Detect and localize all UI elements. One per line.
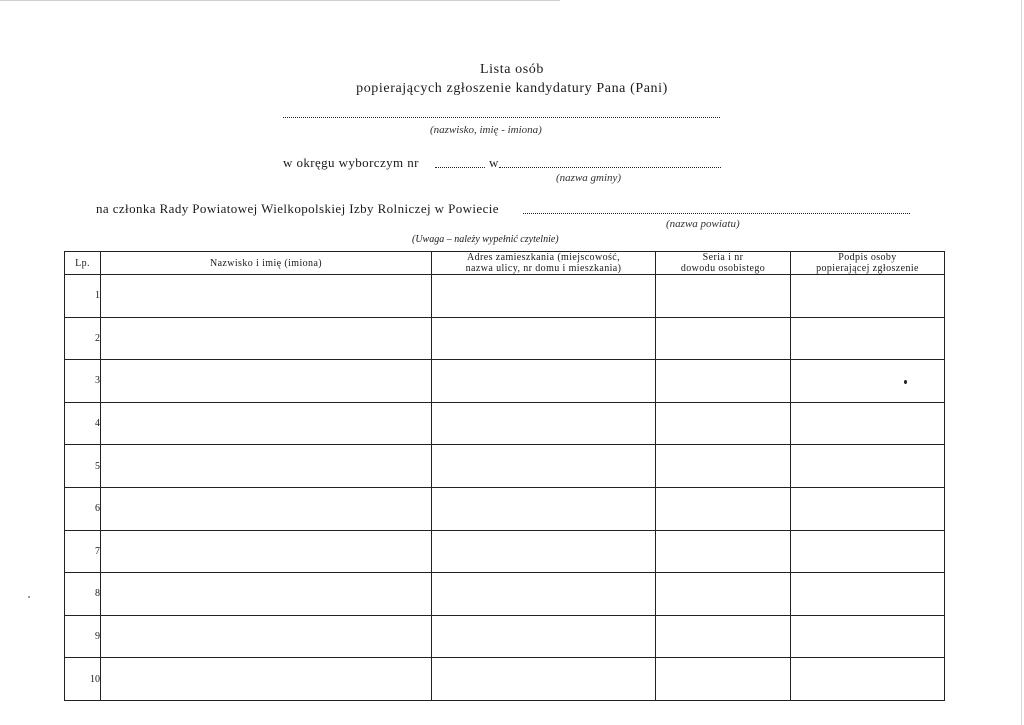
fill-legibly-note: (Uwaga – należy wypełnić czytelnie)	[412, 234, 559, 245]
row-number: 3	[65, 360, 101, 403]
supporters-table	[64, 251, 945, 701]
name-cell[interactable]	[101, 487, 432, 530]
candidate-name-hint: (nazwisko, imię - imiona)	[430, 124, 542, 136]
county-name-field[interactable]	[523, 213, 910, 214]
table-row	[65, 615, 945, 658]
address-cell[interactable]	[432, 275, 656, 318]
name-cell[interactable]	[101, 573, 432, 616]
signature-cell[interactable]	[791, 275, 945, 318]
district-in-label: w	[489, 155, 499, 170]
id-cell[interactable]	[656, 573, 791, 616]
signature-cell[interactable]	[791, 487, 945, 530]
table-row	[65, 275, 945, 318]
column-header-lp: Lp.	[65, 252, 101, 275]
name-cell[interactable]	[101, 530, 432, 573]
signature-cell[interactable]	[791, 360, 945, 403]
column-header-signature-line: popierającej zgłoszenie	[816, 263, 919, 274]
column-header-id-line: dowodu osobistego	[680, 263, 766, 274]
column-header-id	[656, 252, 791, 275]
table-row	[65, 530, 945, 573]
row-number: 6	[65, 487, 101, 530]
address-cell[interactable]	[432, 317, 656, 360]
table-row	[65, 445, 945, 488]
address-cell[interactable]	[432, 530, 656, 573]
column-header-signature	[791, 252, 945, 275]
signature-cell[interactable]	[791, 573, 945, 616]
scan-edge-line	[0, 0, 560, 1]
district-label: w okręgu wyborczym nr	[283, 155, 419, 170]
column-header-address-line: Adres zamieszkania (miejscowość,	[466, 252, 621, 263]
table-row	[65, 402, 945, 445]
address-cell[interactable]	[432, 573, 656, 616]
signature-cell[interactable]	[791, 658, 945, 701]
address-cell[interactable]	[432, 445, 656, 488]
column-header-address	[432, 252, 656, 275]
document-title: Lista osób	[480, 62, 544, 77]
signature-cell[interactable]	[791, 615, 945, 658]
council-label: na członka Rady Powiatowej Wielkopolskiej Izby Rolniczej w Powiecie	[96, 201, 499, 216]
name-cell[interactable]	[101, 275, 432, 318]
row-number: 10	[65, 658, 101, 701]
column-header-name: Nazwisko i imię (imiona)	[101, 252, 432, 275]
address-cell[interactable]	[432, 658, 656, 701]
table-row	[65, 487, 945, 530]
address-cell[interactable]	[432, 487, 656, 530]
table-row	[65, 573, 945, 616]
district-number-field[interactable]	[435, 167, 485, 168]
name-cell[interactable]	[101, 402, 432, 445]
address-cell[interactable]	[432, 360, 656, 403]
name-cell[interactable]	[101, 445, 432, 488]
id-cell[interactable]	[656, 487, 791, 530]
row-number: 7	[65, 530, 101, 573]
county-name-hint: (nazwa powiatu)	[666, 218, 740, 230]
scan-speck	[904, 380, 907, 384]
id-cell[interactable]	[656, 360, 791, 403]
signature-cell[interactable]	[791, 402, 945, 445]
id-cell[interactable]	[656, 615, 791, 658]
id-cell[interactable]	[656, 402, 791, 445]
row-number: 5	[65, 445, 101, 488]
commune-name-hint: (nazwa gminy)	[556, 172, 622, 184]
column-header-address-line: nazwa ulicy, nr domu i mieszkania)	[465, 263, 622, 274]
candidate-name-field[interactable]	[283, 117, 720, 118]
id-cell[interactable]	[656, 530, 791, 573]
row-number: 4	[65, 402, 101, 445]
id-cell[interactable]	[656, 658, 791, 701]
row-number: 9	[65, 615, 101, 658]
scan-edge-line	[1021, 0, 1022, 725]
scan-speck	[28, 596, 30, 598]
row-number: 2	[65, 317, 101, 360]
table-row	[65, 317, 945, 360]
column-header-signature-line: Podpis osoby	[838, 252, 897, 263]
signature-cell[interactable]	[791, 445, 945, 488]
document-subtitle: popierających zgłoszenie kandydatury Pana (Pani)	[356, 81, 668, 96]
name-cell[interactable]	[101, 360, 432, 403]
table-row	[65, 360, 945, 403]
row-number: 8	[65, 573, 101, 616]
id-cell[interactable]	[656, 445, 791, 488]
name-cell[interactable]	[101, 615, 432, 658]
table-header-row	[65, 252, 945, 275]
commune-name-field[interactable]	[499, 167, 721, 168]
id-cell[interactable]	[656, 317, 791, 360]
name-cell[interactable]	[101, 658, 432, 701]
row-number: 1	[65, 275, 101, 318]
address-cell[interactable]	[432, 402, 656, 445]
table-row	[65, 658, 945, 701]
address-cell[interactable]	[432, 615, 656, 658]
name-cell[interactable]	[101, 317, 432, 360]
signature-cell[interactable]	[791, 317, 945, 360]
signature-cell[interactable]	[791, 530, 945, 573]
id-cell[interactable]	[656, 275, 791, 318]
column-header-id-line: Seria i nr	[702, 252, 744, 263]
